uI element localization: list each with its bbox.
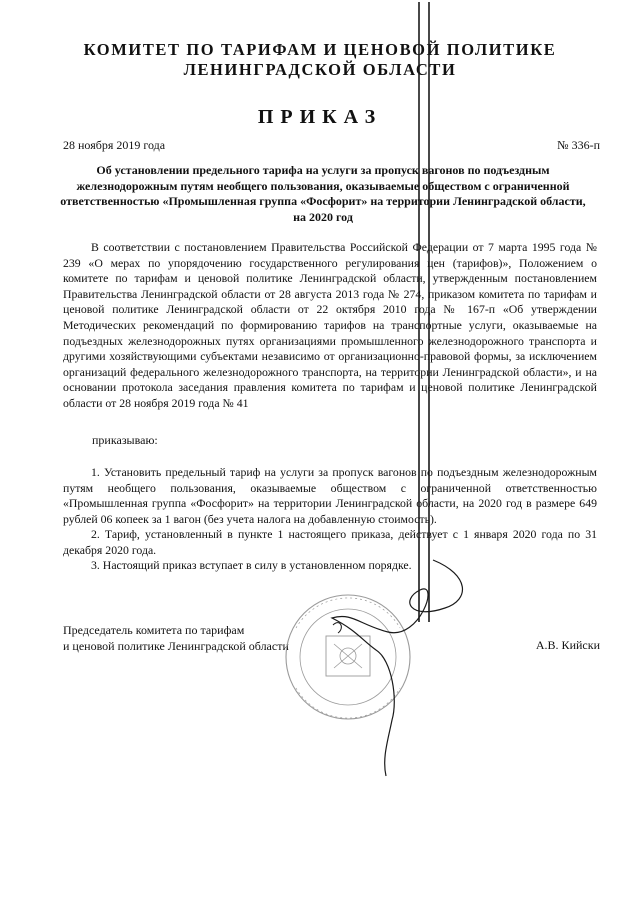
- official-seal: [286, 595, 410, 719]
- order-item-3: 3. Настоящий приказ вступает в силу в установленном порядке.: [91, 558, 412, 572]
- document-date: 28 ноября 2019 года: [63, 138, 166, 152]
- signature-stroke: [333, 623, 341, 633]
- signer-name: А.В. Кийски: [535, 638, 600, 652]
- order-word: приказываю:: [92, 433, 158, 447]
- document-subject: Об установлении предельного тарифа на услуги за пропуск вагонов по подъездным железнодорожным путям необщего пользования, оказываемые обществом с ограниченной ответственностью «Промышленная группа «Фосфорит» на территории Ленинградской области, на 2020 год: [60, 163, 586, 224]
- preamble-paragraph: В соответствии с постановлением Правительства Российской Федерации от 7 марта 1995 года № 239 «О мерах по упорядочению государственного регулирования цен (тарифов)», Положением о комитете по тарифам и ценовой политике Ленинградской области, утвержденным постановлением Правительства Ленинградской области от 28 августа 2013 года № 274, приказом комитета по тарифам и ценовой политике Ленинградской области от 22 октября 2010 года № 167-п «Об утверждении Методических рекомендаций по формированию тарифов на транспортные услуги, оказываемые на подъездных железнодорожных путях организациями промышленного железнодорожного транспорта и другими хозяйствующими субъектами независимо от организационно-правовой формы, за исключением организаций федерального железнодорожного транспорта, на территории Ленинградской области», и на основании протокола заседания правления комитета по тарифам и ценовой политике Ленинградской области от 28 ноября 2019 года № 41: [63, 240, 597, 410]
- document-title: ПРИКАЗ: [257, 106, 383, 128]
- signature-icon: [332, 560, 462, 776]
- signer-title-line-1: Председатель комитета по тарифам: [63, 623, 245, 637]
- seal-outer-ring: [286, 595, 410, 719]
- issuer-line-1: КОМИТЕТ ПО ТАРИФАМ И ЦЕНОВОЙ ПОЛИТИКЕ: [83, 40, 557, 59]
- order-item-1: 1. Установить предельный тариф на услуги за пропуск вагонов по подъездным железнодорожным путям необщего пользования, оказываемые обществом с ограниченной ответственностью «Промышленная группа «Фосфорит» на территории Ленинградской области, на 2020 год в размере 649 рублей 06 копеек за 1 вагон (без учета налога на добавленную стоимость).: [63, 465, 597, 526]
- signer-title-line-2: и ценовой политике Ленинградской области: [63, 639, 289, 653]
- seal-inner-ring: [300, 609, 396, 705]
- order-item-2: 2. Тариф, установленный в пункте 1 настоящего приказа, действует с 1 января 2020 года по 31 декабря 2020 года.: [63, 527, 597, 557]
- seal-emblem-icon: [326, 636, 370, 676]
- document-number: № 336-п: [557, 138, 600, 152]
- issuer-line-2: ЛЕНИНГРАДСКОЙ ОБЛАСТИ: [183, 60, 457, 79]
